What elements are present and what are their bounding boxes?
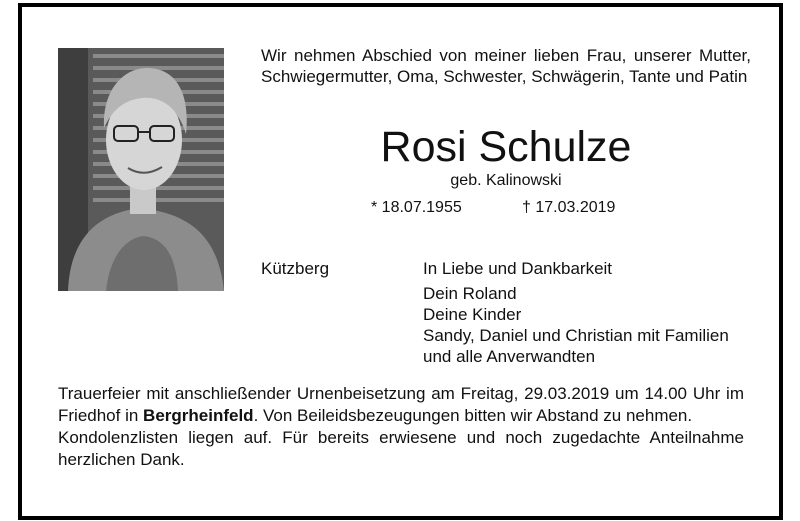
funeral-details — [58, 383, 744, 427]
deceased-name: Rosi Schulze — [380, 123, 632, 171]
birth-date: * 18.07.1955 — [371, 199, 462, 216]
funeral-details-text-end: . Von Beileidsbezeugungen bitten wir Abstand zu nehmen. — [253, 406, 693, 425]
funeral-details-text: Trauerfeier mit anschließender Urnenbeisetzung am Freitag, 29.03.2019 um 14.00 Uhr im Friedhof in — [58, 384, 744, 425]
intro-text: Wir nehmen Abschied von meiner lieben Frau, unserer Mutter, Schwiegermutter, Oma, Schwester, Schwägerin, Tante und Patin — [261, 46, 751, 86]
birth-name: geb. Kalinowski — [450, 172, 562, 189]
portrait-photo — [58, 48, 224, 291]
mourner-line: Sandy, Daniel und Christian mit Familien — [423, 326, 729, 345]
mourner-line: Deine Kinder — [423, 305, 522, 324]
death-date: † 17.03.2019 — [522, 199, 616, 216]
funeral-location: Bergrheinfeld — [143, 406, 254, 425]
place-name: Kützberg — [261, 259, 330, 278]
mourner-line: Dein Roland — [423, 284, 517, 303]
condolence-note: Kondolenzlisten liegen auf. Für bereits erwiesene und noch zugedachte Anteilnahme herzlichen Dank. — [58, 428, 744, 469]
mourners-block — [423, 258, 763, 367]
funeral-info — [58, 383, 744, 471]
mourners-lead: In Liebe und Dankbarkeit — [423, 259, 613, 278]
mourner-line: und alle Anverwandten — [423, 347, 596, 366]
